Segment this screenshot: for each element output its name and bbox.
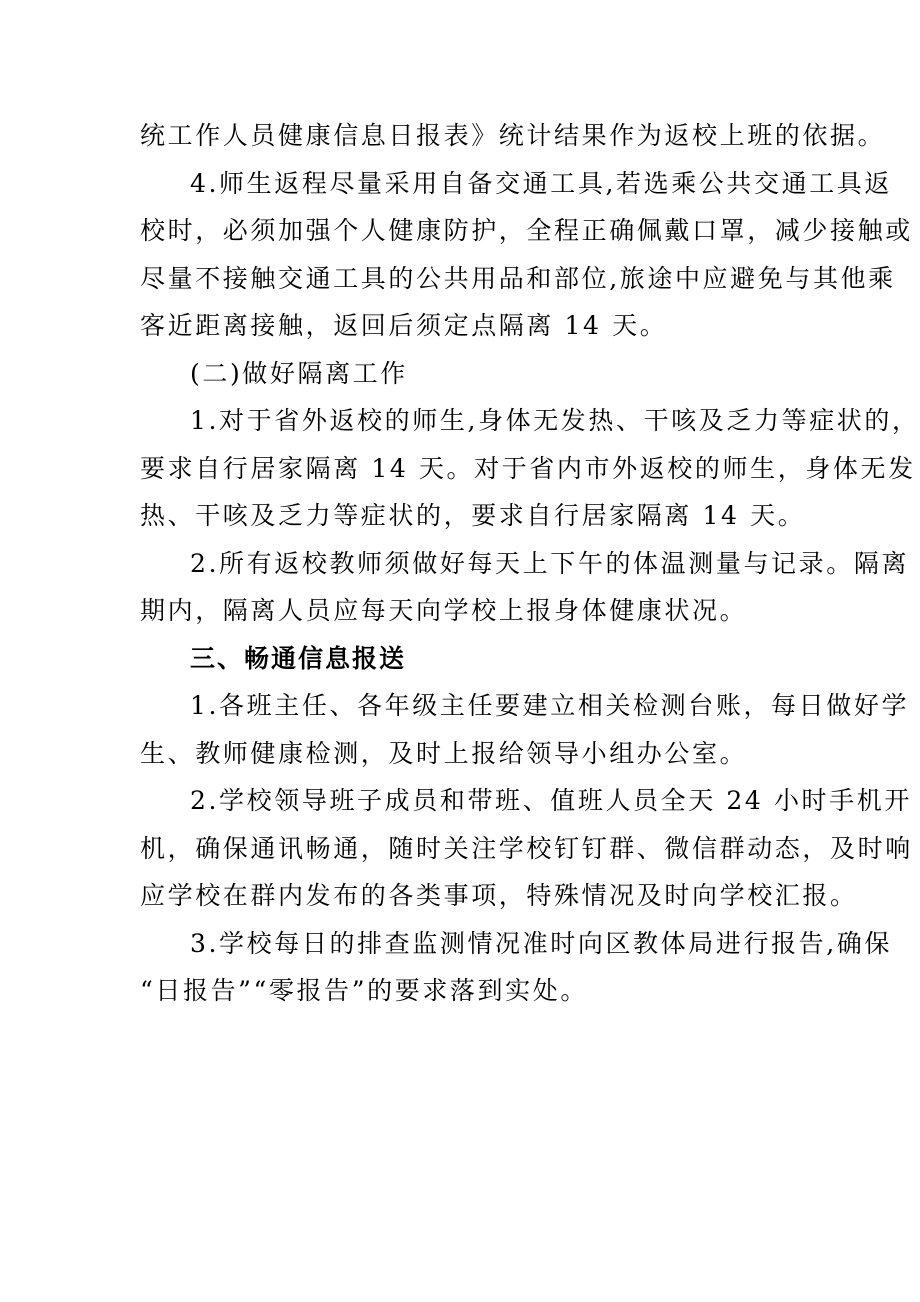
section-heading-reporting: 三、畅通信息报送 — [190, 643, 407, 673]
isolation-item-2-line-2: 期内，隔离人员应每天向学校上报身体健康状况。 — [140, 596, 748, 625]
reporting-item-2-line-1: 2.学校领导班子成员和带班、值班人员全天 24 小时手机开 — [190, 786, 912, 815]
paragraph-continuation-line: 统工作人员健康信息日报表》统计结果作为返校上班的依据。 — [140, 121, 886, 150]
isolation-item-1-line-3: 热、干咳及乏力等症状的，要求自行居家隔离 14 天。 — [140, 501, 806, 530]
reporting-item-1-line-1: 1.各班主任、各年级主任要建立相关检测台账，每日做好学 — [190, 691, 910, 720]
subsection-heading-isolation: (二)做好隔离工作 — [190, 358, 408, 388]
reporting-item-3-line-1: 3.学校每日的排查监测情况准时向区教体局进行报告,确保 — [190, 928, 893, 958]
reporting-item-2-line-2: 机，确保通讯畅通，随时关注学校钉钉群、微信群动态，及时响 — [140, 833, 913, 863]
reporting-item-1-line-2: 生、教师健康检测，及时上报给领导小组办公室。 — [140, 738, 748, 768]
item-4-line-3: 尽量不接触交通工具的公共用品和部位,旅途中应避免与其他乘 — [140, 263, 896, 293]
reporting-item-2-line-3: 应学校在群内发布的各类事项，特殊情况及时向学校汇报。 — [140, 881, 858, 910]
document-page — [140, 112, 920, 1015]
item-4-line-1: 4.师生返程尽量采用自备交通工具,若选乘公共交通工具返 — [190, 168, 893, 198]
isolation-item-1-line-2: 要求自行居家隔离 14 天。对于省内市外返校的师生，身体无发 — [140, 453, 916, 483]
reporting-item-3-line-2: “日报告”“零报告”的要求落到实处。 — [140, 976, 588, 1005]
item-4-line-2: 校时，必须加强个人健康防护，全程正确佩戴口罩，减少接触或 — [140, 216, 913, 245]
item-4-line-4: 客近距离接触，返回后须定点隔离 14 天。 — [140, 311, 668, 340]
isolation-item-1-line-1: 1.对于省外返校的师生,身体无发热、干咳及乏力等症状的， — [190, 406, 920, 435]
isolation-item-2-line-1: 2.所有返校教师须做好每天上下午的体温测量与记录。隔离 — [190, 548, 910, 578]
